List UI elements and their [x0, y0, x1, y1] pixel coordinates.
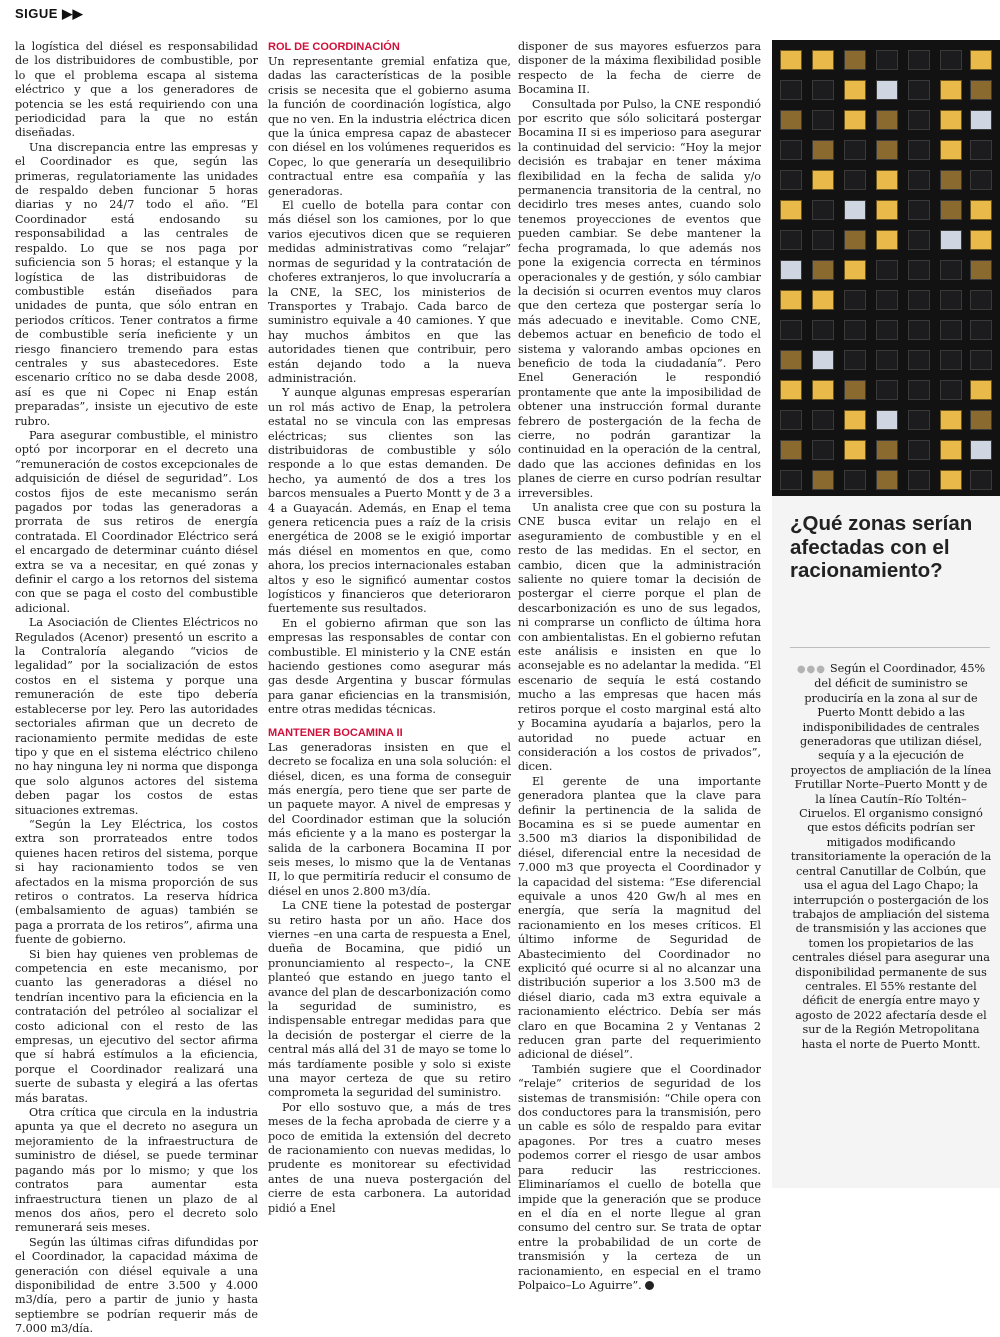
- window-shape: [812, 170, 834, 190]
- paragraph: “Según la Ley Eléctrica, los costos extra son prorrateados entre todos quienes hacen retiros del sistema, porque si hay racionamiento todos se ven afectados en la misma proporción de sus retiros o contratos. La reserva hídrica (embalsamiento de aguas) también se paga a prorrata de los retiros”, afirma una fuente de gobierno.: [15, 817, 258, 947]
- window-shape: [908, 170, 930, 190]
- window-shape: [844, 320, 866, 340]
- window-shape: [844, 50, 866, 70]
- window-shape: [780, 350, 802, 370]
- window-shape: [970, 200, 992, 220]
- window-shape: [908, 260, 930, 280]
- section-heading-bocamina: MANTENER BOCAMINA II: [268, 726, 403, 739]
- window-shape: [940, 110, 962, 130]
- window-shape: [780, 140, 802, 160]
- window-shape: [970, 110, 992, 130]
- window-shape: [876, 140, 898, 160]
- window-shape: [908, 410, 930, 430]
- window-shape: [844, 470, 866, 490]
- window-shape: [780, 50, 802, 70]
- paragraph: Un representante gremial enfatiza que, dadas las características de la posible crisis se necesita que el gobierno asuma la función de coordinación logística, algo que no ven. En la industria eléctrica dicen que la única empresa capaz de abastecer con diésel en los volúmenes requeridos es Copec, lo que generaría un desequilibrio contractual entre esa compañía y las generadoras.: [268, 55, 511, 198]
- window-shape: [970, 380, 992, 400]
- window-shape: [970, 290, 992, 310]
- window-shape: [844, 440, 866, 460]
- window-shape: [940, 290, 962, 310]
- paragraph: Para asegurar combustible, el ministro optó por incorporar en el decreto una “remuneración de costos excepcionales de adquisición de diésel de seguridad”. Los costos fijos de este mecanismo serán pagados por todas las generadoras a prorrata de sus retiros de energía contratada. El Coordinador Eléctrico será el encargado de determinar cuánto diésel extra se va a necesitar, en qué zonas y definir el cargo a los retornos del sistema con que se paga el costo del combustible adicional.: [15, 428, 258, 615]
- window-shape: [908, 50, 930, 70]
- paragraph: El cuello de botella para contar con más diésel son los camiones, por lo que varios ejecutivos dicen que se requieren medidas administrativas como “relajar” normas de seguridad y la contratación de choferes extranjeros, lo que involucraría a la CNE, la SEC, los ministerios de Transportes y Trabajo. Cada barco de suministro equivale a 40 camiones. Y que hay muchos ámbitos en que las autoridades tienen que contribuir, pero están dejando todo a la nueva administración.: [268, 199, 511, 385]
- window-shape: [970, 320, 992, 340]
- window-shape: [876, 260, 898, 280]
- window-shape: [908, 200, 930, 220]
- article-column-3: [518, 40, 761, 1293]
- window-shape: [812, 320, 834, 340]
- window-shape: [940, 260, 962, 280]
- window-shape: [812, 230, 834, 250]
- window-shape: [876, 200, 898, 220]
- window-shape: [812, 470, 834, 490]
- window-shape: [970, 80, 992, 100]
- continue-marker: SIGUE ▶▶: [15, 6, 84, 21]
- building-night-photo: [772, 40, 1000, 496]
- paragraph: El gerente de una importante generadora plantea que la clave para definir la pertinencia de la salida de Bocamina es si se puede aumentar en 3.500 m3 diarios la disponibilidad de diésel, diferencial entre la necesidad de 7.000 m3 que proyecta el Coordinador y la capacidad del sistema: “Ese diferencial equivale a unos 420 Gw/h al mes en energía, que sería la magnitud del racionamiento en los meses críticos. El último informe de Seguridad de Abastecimiento del Coordinador no explicitó qué ocurre si al no alcanzar una distribución superior a los 3.500 m3 de diésel diario, cada m3 extra equivale a racionamiento eléctrico. Debía ser más claro en que Bocamina 2 y Ventanas 2 reducen gran parte del requerimiento adicional de diésel”.: [518, 774, 761, 1062]
- window-shape: [876, 170, 898, 190]
- window-shape: [844, 290, 866, 310]
- window-shape: [780, 230, 802, 250]
- sidebar-divider: [790, 647, 990, 648]
- paragraph: Un analista cree que con su postura la CNE busca evitar un relajo en el aseguramiento de combustible y en el resto de las medidas. En el sector, en cambio, dicen que la administración saliente no quiere tomar la decisión de postergar el cierre porque el plan de descarbonización es uno de sus legados, ni comprarse un conflicto de última hora con ambientalistas. En el gobierno refutan este análisis e insisten en que lo aconsejable es no adelantar la medida. “El escenario de sequía le está costando mucho a las empresas que hacen más retiros porque el costo marginal está alto y Bocamina ayudaría a bajarlos, pero la autoridad no puede actuar en consideración a los costos de privados”, dicen.: [518, 501, 761, 774]
- window-shape: [876, 50, 898, 70]
- paragraph: Si bien hay quienes ven problemas de competencia en este mecanismo, por cuanto las generadoras a diésel no tendrían incentivo para la eficiencia en la contratación del petróleo al socializar el costo adicional con el resto de las empresas, un ejecutivo del sector afirma que sí habrá estímulos a la eficiencia, porque el Coordinador realizará una suerte de subasta y elegirá a las ofertas más baratas.: [15, 947, 258, 1105]
- window-shape: [908, 320, 930, 340]
- window-shape: [908, 440, 930, 460]
- window-shape: [908, 290, 930, 310]
- paragraph: Las generadoras insisten en que el decreto se focaliza en una sola solución: el diésel, dicen, es una forma de conseguir más energía, pero tiene que ser parte de un paquete mayor. A nivel de empresas y del Coordinador estiman que la solución más eficiente y a la mano es postergar la salida de la carbonera Bocamina II por seis meses, lo mismo que la de Ventanas II, lo que permitiría reducir el consumo de diésel en unos 2.800 m3/día.: [268, 740, 511, 898]
- end-mark-icon: P: [645, 1281, 654, 1290]
- paragraph: disponer de sus mayores esfuerzos para disponer de la máxima flexibilidad posible respecto de la fecha de cierre de Bocamina II.: [518, 40, 761, 97]
- window-shape: [970, 410, 992, 430]
- paragraph: En el gobierno afirman que son las empresas las responsables de contar con combustible. El ministerio y la CNE están haciendo gestiones como asegurar más gas desde Argentina y buscar fórmulas para ganar eficiencias en la transmisión, entre otras medidas técnicas.: [268, 616, 511, 717]
- window-shape: [876, 380, 898, 400]
- window-shape: [876, 80, 898, 100]
- sidebar-text: [790, 662, 992, 1052]
- window-shape: [780, 260, 802, 280]
- paragraph: La Asociación de Clientes Eléctricos no Regulados (Acenor) presentó un escrito a la Contraloría alegando “vicios de legalidad” por la socialización de estos costos en el sistema y porque una remuneración de este tipo debería establecerse por ley. Pero las autoridades sectoriales afirman que un decreto de racionamiento permite medidas de este tipo y que en el sistema eléctrico chileno no hay ninguna ley ni norma que disponga que solo algunos actores del sistema deben pagar los costos de estas situaciones extremas.: [15, 616, 258, 817]
- window-shape: [844, 260, 866, 280]
- window-shape: [940, 230, 962, 250]
- window-shape: [970, 440, 992, 460]
- window-shape: [812, 380, 834, 400]
- section-body-rol: [268, 55, 511, 718]
- paragraph: Una discrepancia entre las empresas y el Coordinador es que, según las primeras, regulatoriamente las unidades de respaldo deben funcionar 5 horas diarias y no 24/7 todo el año. “El Coordinador está endosando su responsabilidad a las centrales de respaldo. Lo que se nos paga por suficiencia son 5 horas; el estanque y la logística de las distribuidoras de combustible están diseñados para unidades de punta, que sólo entran en periodos críticos. Tener contratos a firme de combustible sería ineficiente y un riesgo financiero tremendo para estas centrales y sus abastecedores. Este escenario crítico no se daba desde 2008, así es que ni Copec ni Enap están preparadas”, insiste un ejecutivo de este rubro.: [15, 140, 258, 428]
- window-shape: [812, 350, 834, 370]
- window-shape: [844, 170, 866, 190]
- section-body-bocamina: [268, 741, 511, 1216]
- window-shape: [970, 50, 992, 70]
- window-shape: [780, 170, 802, 190]
- window-shape: [876, 320, 898, 340]
- window-shape: [908, 380, 930, 400]
- window-shape: [812, 50, 834, 70]
- paragraph: la logística del diésel es responsabilidad de los distribuidores de combustible, por lo que el problema escapa al sistema eléctrico y que a los generadores de potencia se les está requiriendo con una periodicidad para la que no están diseñadas.: [15, 40, 258, 140]
- window-shape: [844, 350, 866, 370]
- window-shape: [940, 350, 962, 370]
- window-shape: [876, 290, 898, 310]
- window-shape: [940, 140, 962, 160]
- sidebar-box: [772, 496, 1000, 1188]
- section-heading-rol: ROL DE COORDINACIÓN: [268, 41, 400, 53]
- paragraph: Por ello sostuvo que, a más de tres meses de la fecha aprobada de cierre y a poco de emitida la extensión del decreto de racionamiento con nuevas medidas, lo prudente es monitorear su efectividad antes de una nueva postergación del cierre de esta carbonera. La autoridad pidió a Enel: [268, 1100, 511, 1215]
- window-shape: [876, 230, 898, 250]
- window-shape: [876, 470, 898, 490]
- paragraph: Y aunque algunas empresas esperarían un rol más activo de Enap, la petrolera estatal no se vincula con las empresas eléctricas; sus clientes son las distribuidoras de combustible y sólo responde a lo que estas demanden. De hecho, ya aumentó de dos a tres los barcos mensuales a Puerto Montt y de 3 a 4 a Guayacán. Además, en Enap el tema genera reticencia pues a raíz de la crisis energética de 2008 se le exigió importar más diésel en momentos en que, como ahora, los precios internacionales estaban altos y eso le significó aumentar costos logísticos y financieros que deterioraron fuertemente sus resultados.: [268, 386, 511, 616]
- window-shape: [876, 440, 898, 460]
- window-shape: [908, 140, 930, 160]
- window-shape: [812, 290, 834, 310]
- window-shape: [812, 140, 834, 160]
- sidebar-body: Según el Coordinador, 45% del déficit de suministro se produciría en la zona al sur de Puerto Montt debido a las indisponibilidades de centrales generadoras que utilizan diésel, sequía y a la ejecución de proyectos de ampliación de la línea Frutillar Norte–Puerto Montt y de la línea Cautín–Río Toltén–Ciruelos. El organismo consignó que estos déficits podrían ser mitigados modificando transitoriamente la operación de la central Canutillar de Colbún, que usa el agua del Lago Chapo; la interrupción o postergación de los trabajos de ampliación del sistema de transmisión y las acciones que tomen los propietarios de las centrales diésel para asegurar una disponibilidad permanente de sus centrales. El 55% restante del déficit de energía entre mayo y agosto de 2022 afectaría desde el sur de la Región Metropolitana hasta el norte de Puerto Montt.: [790, 662, 992, 1051]
- window-shape: [780, 200, 802, 220]
- window-shape: [940, 470, 962, 490]
- window-shape: [844, 80, 866, 100]
- window-shape: [908, 470, 930, 490]
- window-shape: [844, 410, 866, 430]
- window-shape: [940, 200, 962, 220]
- window-shape: [812, 410, 834, 430]
- window-shape: [876, 350, 898, 370]
- window-shape: [940, 440, 962, 460]
- window-shape: [876, 410, 898, 430]
- window-shape: [780, 440, 802, 460]
- window-shape: [970, 170, 992, 190]
- window-shape: [940, 170, 962, 190]
- window-shape: [940, 410, 962, 430]
- window-shape: [970, 230, 992, 250]
- window-shape: [940, 80, 962, 100]
- window-shape: [970, 470, 992, 490]
- window-shape: [812, 260, 834, 280]
- window-shape: [780, 470, 802, 490]
- window-shape: [812, 110, 834, 130]
- paragraph: Otra crítica que circula en la industria apunta ya que el decreto no asegura un mejoramiento de la infraestructura de suministro de diésel, se puede terminar pagando más por lo mismo; y que los contratos para aumentar esta infraestructura tienen un plazo de al menos dos años, pero el decreto solo remunerará seis meses.: [15, 1106, 258, 1235]
- sidebar-title: ¿Qué zonas serían afectadas con el racionamiento?: [790, 512, 973, 582]
- window-shape: [844, 140, 866, 160]
- window-shape: [780, 290, 802, 310]
- paragraph: También sugiere que el Coordinador “relaje” criterios de seguridad de los sistemas de transmisión: “Chile opera con dos conductores para la transmisión, pero un cable es sólo de respaldo para evitar apagones. Por tres a cuatro meses podemos correr el riesgo de usar ambos para reducir las restricciones. Eliminaríamos el cuello de botella que impide que la generación que se produce en el día en el norte llegue al gran consumo del centro sur. Se trata de optar entre la probabilidad de un corte de transmisión y la certeza de un racionamiento, en especial en el tramo Polpaico–Lo Aguirre”. P: [518, 1062, 761, 1292]
- window-shape: [940, 50, 962, 70]
- window-shape: [940, 380, 962, 400]
- bullet-dots-icon: ●●●: [796, 664, 827, 675]
- paragraph: Consultada por Pulso, la CNE respondió por escrito que sólo solicitará postergar Bocamina II si es imperioso para asegurar la continuidad del servicio: “Hoy la mejor decisión es trabajar en tener máxima flexibilidad en la fecha de salida y/o permanencia transitoria de la central, no decidirlo tres meses antes, cuando solo tenemos proyecciones de eventos que pueden cambiar. Se debe mantener la fecha programada, lo que además nos pone la exigencia correcta en términos operacionales y de gestión, y sólo cambiar la decisión si ocurren eventos muy claros que den certeza que postergar sería lo más adecuado e inevitable. Como CNE, debemos actuar en beneficio de todo el sistema y valorando ambas opciones en beneficio de toda la ciudadanía”. Pero Enel Generación le respondió prontamente que ante la imposibilidad de obtener una instrucción formal durante febrero de postergación de la fecha de cierre, no podrán garantizar la continuidad en la operación de la central, dado que las acciones definidas en los planes de cierre en curso podrían resultar irreversibles.: [518, 97, 761, 500]
- window-shape: [812, 440, 834, 460]
- window-shape: [970, 140, 992, 160]
- window-shape: [970, 260, 992, 280]
- window-shape: [844, 230, 866, 250]
- article-column-2: [268, 40, 511, 1216]
- window-shape: [876, 110, 898, 130]
- paragraph: La CNE tiene la potestad de postergar su retiro hasta por un año. Hace dos viernes –en una carta de respuesta a Enel, dueña de Bocamina, que pidió un pronunciamiento al respecto–, la CNE planteó que estando en juego tanto el avance del plan de descarbonización como la seguridad de suministro, es indispensable entregar medidas para que la decisión de postergar el cierre de la central más allá del 31 de mayo se tome lo más tardíamente posible y solo si existe una mayor certeza de que su retiro comprometa la seguridad del suministro.: [268, 899, 511, 1100]
- window-shape: [780, 320, 802, 340]
- window-shape: [812, 200, 834, 220]
- window-shape: [844, 380, 866, 400]
- window-shape: [908, 230, 930, 250]
- window-shape: [780, 410, 802, 430]
- article-column-1: [15, 40, 258, 1337]
- window-shape: [812, 80, 834, 100]
- window-shape: [908, 80, 930, 100]
- paragraph: Según las últimas cifras difundidas por el Coordinador, la capacidad máxima de generación con diésel equivale a una disponibilidad de entre 3.500 y 4.000 m3/día, pero a partir de junio y hasta septiembre se podrían requerir más de 7.000 m3/día.: [15, 1235, 258, 1336]
- window-shape: [844, 200, 866, 220]
- window-shape: [844, 110, 866, 130]
- window-shape: [970, 350, 992, 370]
- window-shape: [780, 110, 802, 130]
- window-shape: [780, 380, 802, 400]
- window-shape: [908, 350, 930, 370]
- window-shape: [780, 80, 802, 100]
- window-shape: [908, 110, 930, 130]
- window-shape: [940, 320, 962, 340]
